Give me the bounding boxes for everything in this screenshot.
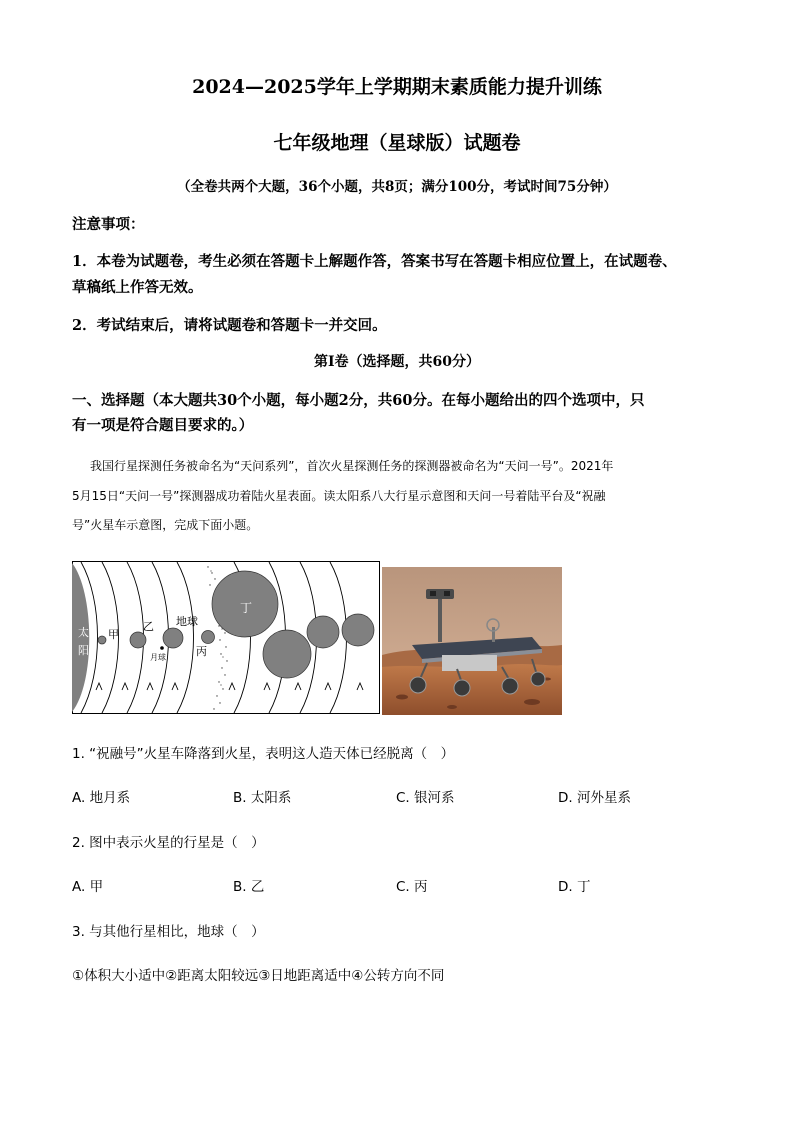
question-3-statements: ①体积大小适中②距离太阳较远③日地距离适中④公转方向不同	[72, 968, 445, 984]
notice-item-1-line1: 1．本卷为试题卷，考生必须在答题卡上解题作答，答案书写在答题卡相应位置上，在试题卷、	[72, 253, 677, 270]
part-title: 第I卷（选择题，共60分）	[313, 354, 481, 370]
question-2-option-d[interactable]: D. 丁	[558, 879, 591, 895]
question-1-option-c[interactable]: C. 银河系	[396, 790, 455, 806]
planet-uranus	[307, 616, 339, 648]
label-yi: 乙	[143, 620, 154, 633]
section-heading-line1: 一、选择题（本大题共30个小题，每小题2分，共60分。在每小题给出的四个选项中，只	[72, 392, 645, 409]
moon	[160, 646, 164, 650]
notice-item-2: 2．考试结束后，请将试题卷和答题卡一并交回。	[72, 317, 387, 334]
notice-item-1-line2: 草稿纸上作答无效。	[72, 279, 203, 296]
sun-label-2: 阳	[78, 644, 89, 657]
question-1-option-a[interactable]: A. 地月系	[72, 790, 131, 806]
material-line1: 我国行星探测任务被命名为“天问系列”，首次火星探测任务的探测器被命名为“天问一号”。2021年	[90, 459, 614, 473]
exam-info: （全卷共两个大题，36个小题，共8页；满分100分，考试时间75分钟）	[177, 179, 617, 195]
question-1-option-d[interactable]: D. 河外星系	[558, 790, 631, 806]
question-1-option-b[interactable]: B. 太阳系	[233, 790, 292, 806]
label-ding: 丁	[240, 601, 253, 615]
exam-subtitle-title: 七年级地理（星球版）试题卷	[273, 132, 521, 154]
notice-heading: 注意事项：	[72, 216, 145, 233]
question-2-stem: 2. 图中表示火星的行星是（ ）	[72, 835, 265, 851]
planet-saturn	[263, 630, 311, 678]
sun-label-1: 太	[78, 626, 89, 639]
label-earth: 地球	[176, 615, 198, 628]
exam-title: 2024—2025学年上学期期末素质能力提升训练	[192, 76, 602, 98]
question-2-option-c[interactable]: C. 丙	[396, 879, 428, 895]
material-line2: 5月15日“天问一号”探测器成功着陆火星表面。读太阳系八大行星示意图和天问一号着陆平台及“祝融	[72, 489, 606, 503]
zhurong-rover-image	[382, 567, 562, 715]
question-3-stem: 3. 与其他行星相比，地球（ ）	[72, 924, 265, 940]
question-1-stem: 1. “祝融号”火星车降落到火星，表明这人造天体已经脱离（ ）	[72, 746, 455, 762]
material-line3: 号”火星车示意图，完成下面小题。	[72, 518, 259, 532]
planet-earth	[163, 628, 183, 648]
planet-neptune	[342, 614, 374, 646]
planet-yi	[130, 632, 146, 648]
label-bing: 丙	[196, 645, 207, 658]
question-2-option-a[interactable]: A. 甲	[72, 879, 104, 895]
planet-jia	[98, 636, 106, 644]
label-moon: 月球	[150, 653, 166, 662]
solar-system-diagram	[72, 561, 380, 714]
question-2-option-b[interactable]: B. 乙	[233, 879, 265, 895]
label-jia: 甲	[108, 628, 119, 641]
section-heading-line2: 有一项是符合题目要求的。）	[72, 417, 254, 434]
planet-bing	[202, 631, 215, 644]
